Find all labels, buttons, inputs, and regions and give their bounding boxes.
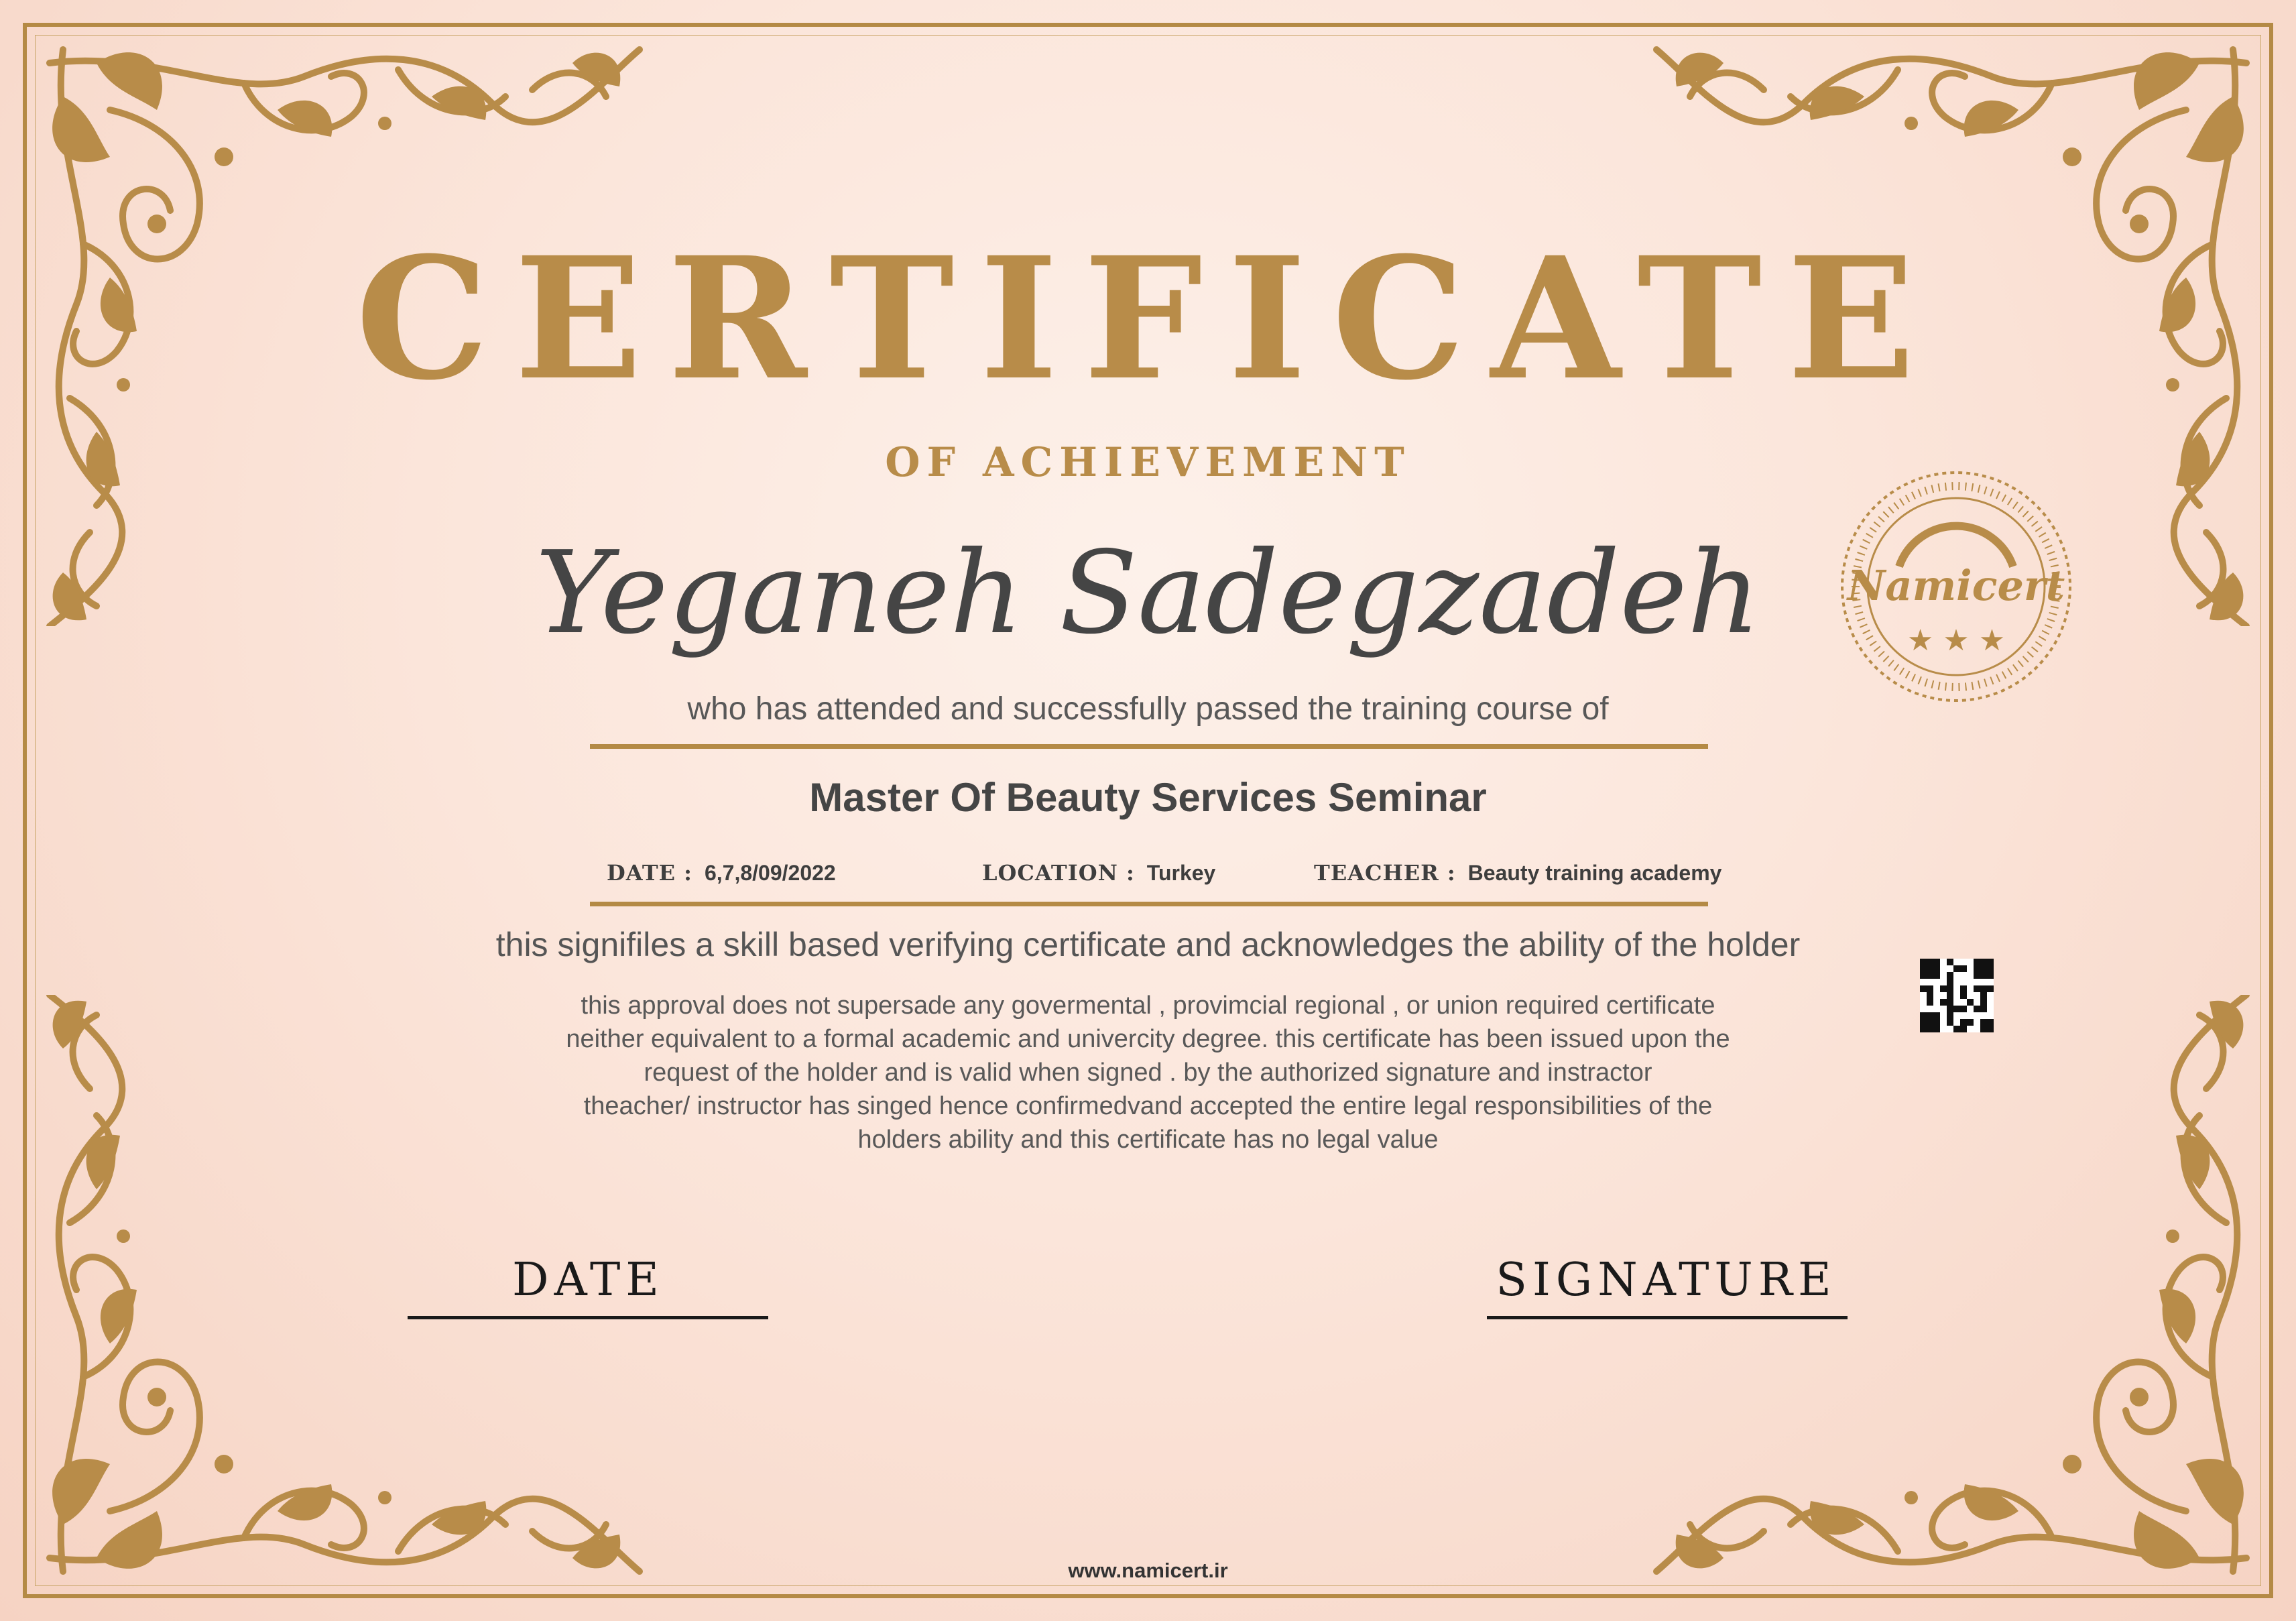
website-link[interactable]: www.namicert.ir <box>1068 1559 1228 1582</box>
certificate-title: CERTIFICATE <box>355 220 1941 417</box>
namicert-seal-icon <box>1835 466 2077 707</box>
divider-line <box>590 902 1708 906</box>
disclaimer-line: neither equivalent to a formal academic and univercity degree. this certificate has been issued upon the <box>566 1025 1730 1053</box>
date-field-label: DATE <box>512 1254 664 1307</box>
certificate-subtitle: OF ACHIEVEMENT <box>885 439 1411 486</box>
signature-line <box>1487 1316 1848 1319</box>
svg-text:★ ★ ★: ★ ★ ★ <box>1907 623 2006 658</box>
detail-date-value: 6,7,8/09/2022 <box>704 861 836 885</box>
divider-line <box>590 744 1708 749</box>
detail-date <box>607 860 836 886</box>
detail-teacher-label: TEACHER : <box>1314 860 1456 886</box>
detail-teacher <box>1314 860 1721 886</box>
disclaimer-paragraph <box>523 989 1773 1156</box>
date-signature-line <box>408 1316 768 1319</box>
detail-teacher-value: Beauty training academy <box>1467 861 1722 885</box>
disclaimer-line: theacher/ instructor has singed hence confirmedvand accepted the entire legal responsibilities of the <box>583 1092 1713 1120</box>
attended-text: who has attended and successfully passed the training course of <box>687 691 1609 727</box>
svg-text:Namicert: Namicert <box>1847 561 2065 610</box>
qr-code-icon[interactable] <box>1920 959 1994 1032</box>
recipient-name: Yeganeh Sadegzadeh <box>535 527 1761 660</box>
detail-location-value: Turkey <box>1146 861 1216 885</box>
signature-field-label: SIGNATURE <box>1496 1254 1837 1307</box>
detail-location <box>982 860 1215 886</box>
detail-date-label: DATE : <box>607 860 692 886</box>
signifies-text: this signifiles a skill based verifying certificate and acknowledges the ability of the holder <box>495 926 1801 963</box>
disclaimer-line: request of the holder and is valid when signed . by the authorized signature and instractor <box>644 1059 1652 1087</box>
detail-location-label: LOCATION : <box>982 860 1135 886</box>
disclaimer-line: holders ability and this certificate has no legal value <box>857 1126 1439 1154</box>
course-name: Master Of Beauty Services Seminar <box>809 775 1487 820</box>
disclaimer-line: this approval does not supersade any govermental , provimcial regional , or union required certificate <box>581 992 1715 1020</box>
